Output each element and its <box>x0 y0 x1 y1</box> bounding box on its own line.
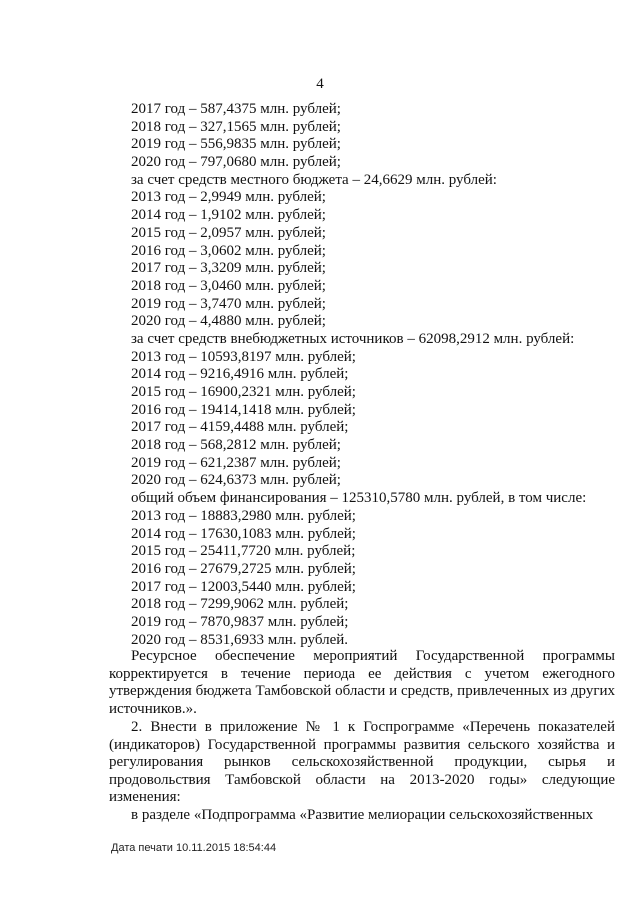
funding-line: 2017 год – 4159,4488 млн. рублей; <box>131 419 349 436</box>
funding-line: 2013 год – 18883,2980 млн. рублей; <box>131 507 356 524</box>
funding-line: 2018 год – 7299,9062 млн. рублей; <box>131 596 349 613</box>
funding-heading-total: общий объем финансирования – 125310,5780 млн. рублей, в том числе: <box>131 490 587 507</box>
section-paragraph: в разделе «Подпрограмма «Развитие мелиорации сельскохозяйственных <box>131 807 594 823</box>
funding-line: 2015 год – 25411,7720 млн. рублей; <box>131 543 356 560</box>
funding-line: 2018 год – 568,2812 млн. рублей; <box>131 437 341 454</box>
funding-line: 2017 год – 3,3209 млн. рублей; <box>131 260 326 277</box>
funding-line: 2020 год – 624,6373 млн. рублей; <box>131 472 341 489</box>
funding-line: 2013 год – 10593,8197 млн. рублей; <box>131 348 356 365</box>
funding-line: 2017 год – 587,4375 млн. рублей; <box>131 101 341 117</box>
funding-line: 2018 год – 3,0460 млн. рублей; <box>131 277 326 294</box>
print-date: Дата печати 10.11.2015 18:54:44 <box>111 842 277 854</box>
funding-line: 2015 год – 16900,2321 млн. рублей; <box>131 384 356 400</box>
funding-line: 2019 год – 556,9835 млн. рублей; <box>131 136 341 153</box>
funding-line: 2014 год – 17630,1083 млн. рублей; <box>131 525 356 542</box>
funding-lines <box>131 101 611 649</box>
funding-line: 2016 год – 3,0602 млн. рублей; <box>131 242 326 259</box>
item-2-paragraph: 2. Внести в приложение № 1 к Госпрограмме «Перечень показателей (индикаторов) Государственной программы развития сельского хозяйства и регулирования рынков сельскохозяйственной продукции, сырья и продовольствия Тамбовской области на 2013-2020 годы» следующие изменения: <box>109 719 615 806</box>
funding-line: 2016 год – 27679,2725 млн. рублей; <box>131 560 356 577</box>
funding-line: 2019 год – 7870,9837 млн. рублей; <box>131 613 349 630</box>
funding-line: 2017 год – 12003,5440 млн. рублей; <box>131 578 356 595</box>
funding-line: 2020 год – 8531,6933 млн. рублей. <box>131 631 349 648</box>
funding-line: 2014 год – 1,9102 млн. рублей; <box>131 207 326 224</box>
funding-line: 2018 год – 327,1565 млн. рублей; <box>131 118 341 135</box>
page-number: 4 <box>316 76 324 92</box>
funding-line: 2014 год – 9216,4916 млн. рублей; <box>131 366 349 383</box>
resource-paragraph: Ресурсное обеспечение мероприятий Государственной программы корректируется в течение периода ее действия с учетом ежегодного утверждения бюджета Тамбовской области и средств, привлеченных из других источников.». <box>109 648 615 717</box>
funding-line: 2020 год – 797,0680 млн. рублей; <box>131 154 341 171</box>
funding-line: 2019 год – 3,7470 млн. рублей; <box>131 295 326 312</box>
funding-line: 2016 год – 19414,1418 млн. рублей; <box>131 401 356 418</box>
funding-line: 2015 год – 2,0957 млн. рублей; <box>131 224 326 241</box>
funding-heading-local: за счет средств местного бюджета – 24,6629 млн. рублей: <box>131 171 497 188</box>
funding-line: 2019 год – 621,2387 млн. рублей; <box>131 454 341 471</box>
funding-line: 2013 год – 2,9949 млн. рублей; <box>131 189 326 206</box>
funding-heading-extrabudget: за счет средств внебюджетных источников – 62098,2912 млн. рублей: <box>131 330 575 347</box>
funding-line: 2020 год – 4,4880 млн. рублей; <box>131 313 326 330</box>
